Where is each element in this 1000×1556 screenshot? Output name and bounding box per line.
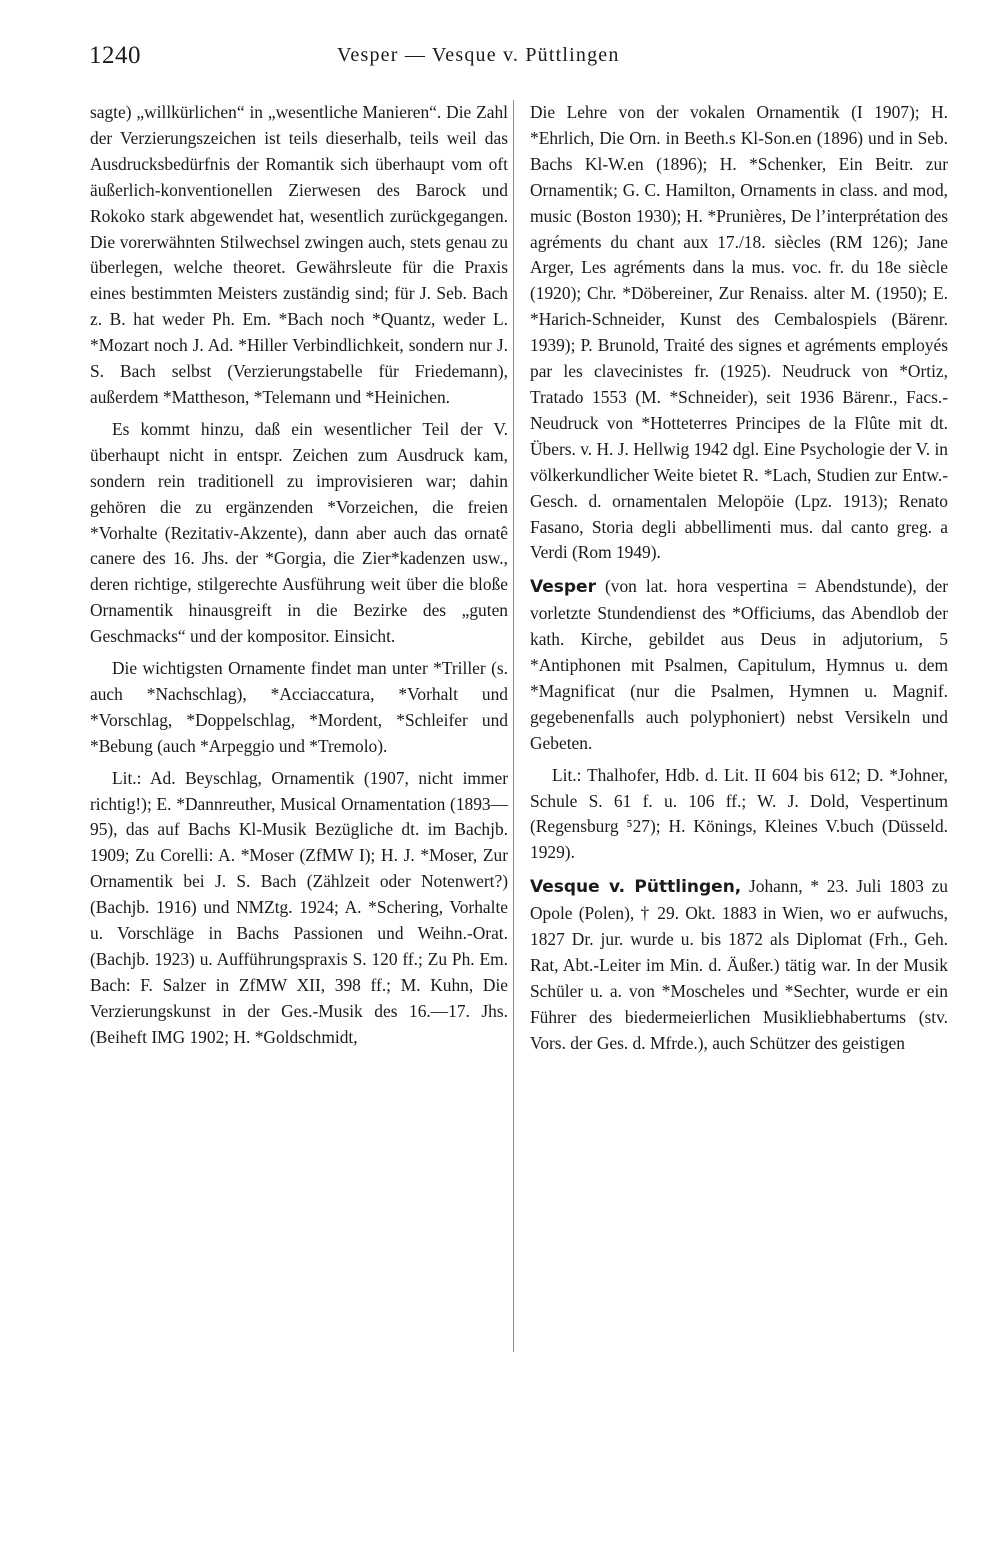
paragraph-important-ornaments: Die wichtigsten Ornamente findet man unter *Triller (s. auch *Nachschlag), *Acciaccatura, *Vorhalt und *Vorschlag, *Doppelschlag, *Mordent, *Schleifer und *Bebung (auch *Arpeggio und *Tremolo). (90, 658, 508, 756)
left-column (90, 100, 508, 1057)
entry-vesper (530, 574, 948, 756)
page-header (89, 38, 959, 78)
entry-vesque (530, 874, 948, 1056)
running-head: Vesper — Vesque v. Püttlingen (337, 44, 620, 66)
column-divider (513, 100, 514, 1352)
entry-vesper-text: (von lat. hora vespertina = Abendstunde), der vorletzte Stundendienst des *Officiums, das Abendlob der kath. Kirche, gebildet aus Deus in adjutorium, 5 *Antiphonen mit Psalmen, Capitulum, Hymnus u. dem *Magnificat (nur die Psalmen, Hymnen u. Magnif. gegebenenfalls auch polyphoniert) nebst Versikeln und Gebeten. (530, 576, 948, 753)
headword-vesper: Vesper (530, 577, 596, 598)
literature-continuation: Die Lehre von der vokalen Ornamentik (I 1907); H. *Ehrlich, Die Orn. in Beeth.s Kl-Son.en (1896) und in Seb. Bachs Kl-W.en (1896); H. *Schenker, Ein Beitr. zur Ornamentik; G. C. Hamilton, Ornaments in class. and mod, music (Boston 1930); H. *Prunières, De l’interprétation des agréments du chant aux 17./18. siècles (RM 126); Jane Arger, Les agréments dans la mus. voc. fr. du 18e siècle (1920); Chr. *Döbereiner, Zur Renaiss. alter M. (1950); E. *Harich-Schneider, Kunst des Cembalospiels (Bärenr. 1939); P. Brunold, Traité des signes et agréments employés par les clavecinistes fr. (1925). Neudruck von *Ortiz, Tratado 1553 (M. *Schneider), seit 1936 Bärenr., Facs.-Neudruck von *Hotteterres Principes de la Flûte mit dt. Übers. v. H. J. Hellwig 1942 dgl. Eine Psychologie der V. in völkerkundlicher Weite bietet R. *Lach, Studien zur Entw.-Gesch. d. ornamentalen Melopöie (Lpz. 1913); Renato Fasano, Storia degli abbellimenti mus. dal canto greg. a Verdi (Rom 1949). (530, 102, 948, 563)
literature-ornamentation: Lit.: Ad. Beyschlag, Ornamentik (1907, nicht immer richtig!); E. *Dannreuther, Musical Ornamentation (1893—95), das auf Bachs Kl-Musik Bezügliche dt. im Bachjb. 1909; Zu Corelli: A. *Moser (ZfMW I); H. J. *Moser, Zur Ornamentik bei J. S. Bach (Zählzeit oder Notenwert?) (Bachjb. 1916) und NMZtg. 1924; A. *Schering, Vorhalte u. Vorschläge in Bachs Passionen und Weihn.-Orat. (Bachjb. 1923) u. Aufführungspraxis S. 120 ff.; Zu Ph. Em. Bach: F. Salzer in ZfMW XII, 398 ff.; M. Kuhn, Die Verzierungskunst in der Ges.-Musik des 16.—17. Jhs. (Beiheft IMG 1902; H. *Goldschmidt, (90, 767, 508, 1047)
entry-vesque-text: Johann, * 23. Juli 1803 zu Opole (Polen), † 29. Okt. 1883 in Wien, wo er aufwuchs, 1827 Dr. jur. wurde u. bis 1872 als Diplomat (Frh., Geh. Rat, Abt.-Leiter im Min. d. Äußer.) tätig war. In der Musik Schüler u. a. von *Moscheles und *Sechter, wurde er ein Führer des biedermeierlichen Musikliebhabertums (stv. Vors. der Ges. d. Mfrde.), auch Schützer des geistigen (530, 876, 948, 1053)
paragraph-improvisation: Es kommt hinzu, daß ein wesentlicher Teil der V. überhaupt nicht in entspr. Zeichen zum Ausdruck kam, sondern rein traditionell zu improvisieren war; dahin gehören die zu ergänzenden *Vorzeichen, die freien *Vorhalte (Rezitativ-Akzente), dann aber auch das ornatê canere des 16. Jhs. der *Gorgia, die Zier*kadenzen usw., deren richtige, stilgerechte Ausführung weit über die bloße Ornamentik hinausgreift in die Bezirke des „guten Geschmacks“ und der kompositor. Einsicht. (90, 418, 508, 647)
page-number: 1240 (89, 42, 141, 69)
paragraph-ornament-signs: sagte) „willkürlichen“ in „wesentliche Manieren“. Die Zahl der Verzierungszeichen ist teils dieserhalb, teils weil das Ausdrucksbedürfnis der Romantik sich überhaupt vom oft äußerlich-konventionellen Zierwesen des Barock und Rokoko stark abgewendet hat, wesentlich zurückgegangen. Die vorerwähnten Stilwechsel zwingen auch, stets genau zu überlegen, welche theoret. Gewährsleute für die Praxis eines bestimmten Meisters zuständig sind; für J. Seb. Bach z. B. hat weder Ph. Em. *Bach noch *Quantz, weder L. *Mozart noch J. Ad. *Hiller Verbindlichkeit, sondern nur J. S. Bach selbst (Verzierungstabelle für Friedemann), außerdem *Mattheson, *Telemann und *Heinichen. (90, 102, 508, 407)
literature-vesper: Lit.: Thalhofer, Hdb. d. Lit. II 604 bis 612; D. *Johner, Schule S. 61 f. u. 106 ff.; W. J. Dold, Vespertinum (Regensburg ⁵27); H. Könings, Kleines V.buch (Düsseld. 1929). (530, 764, 948, 863)
right-column (530, 100, 948, 1063)
headword-vesque: Vesque v. Püttlingen, (530, 877, 742, 898)
